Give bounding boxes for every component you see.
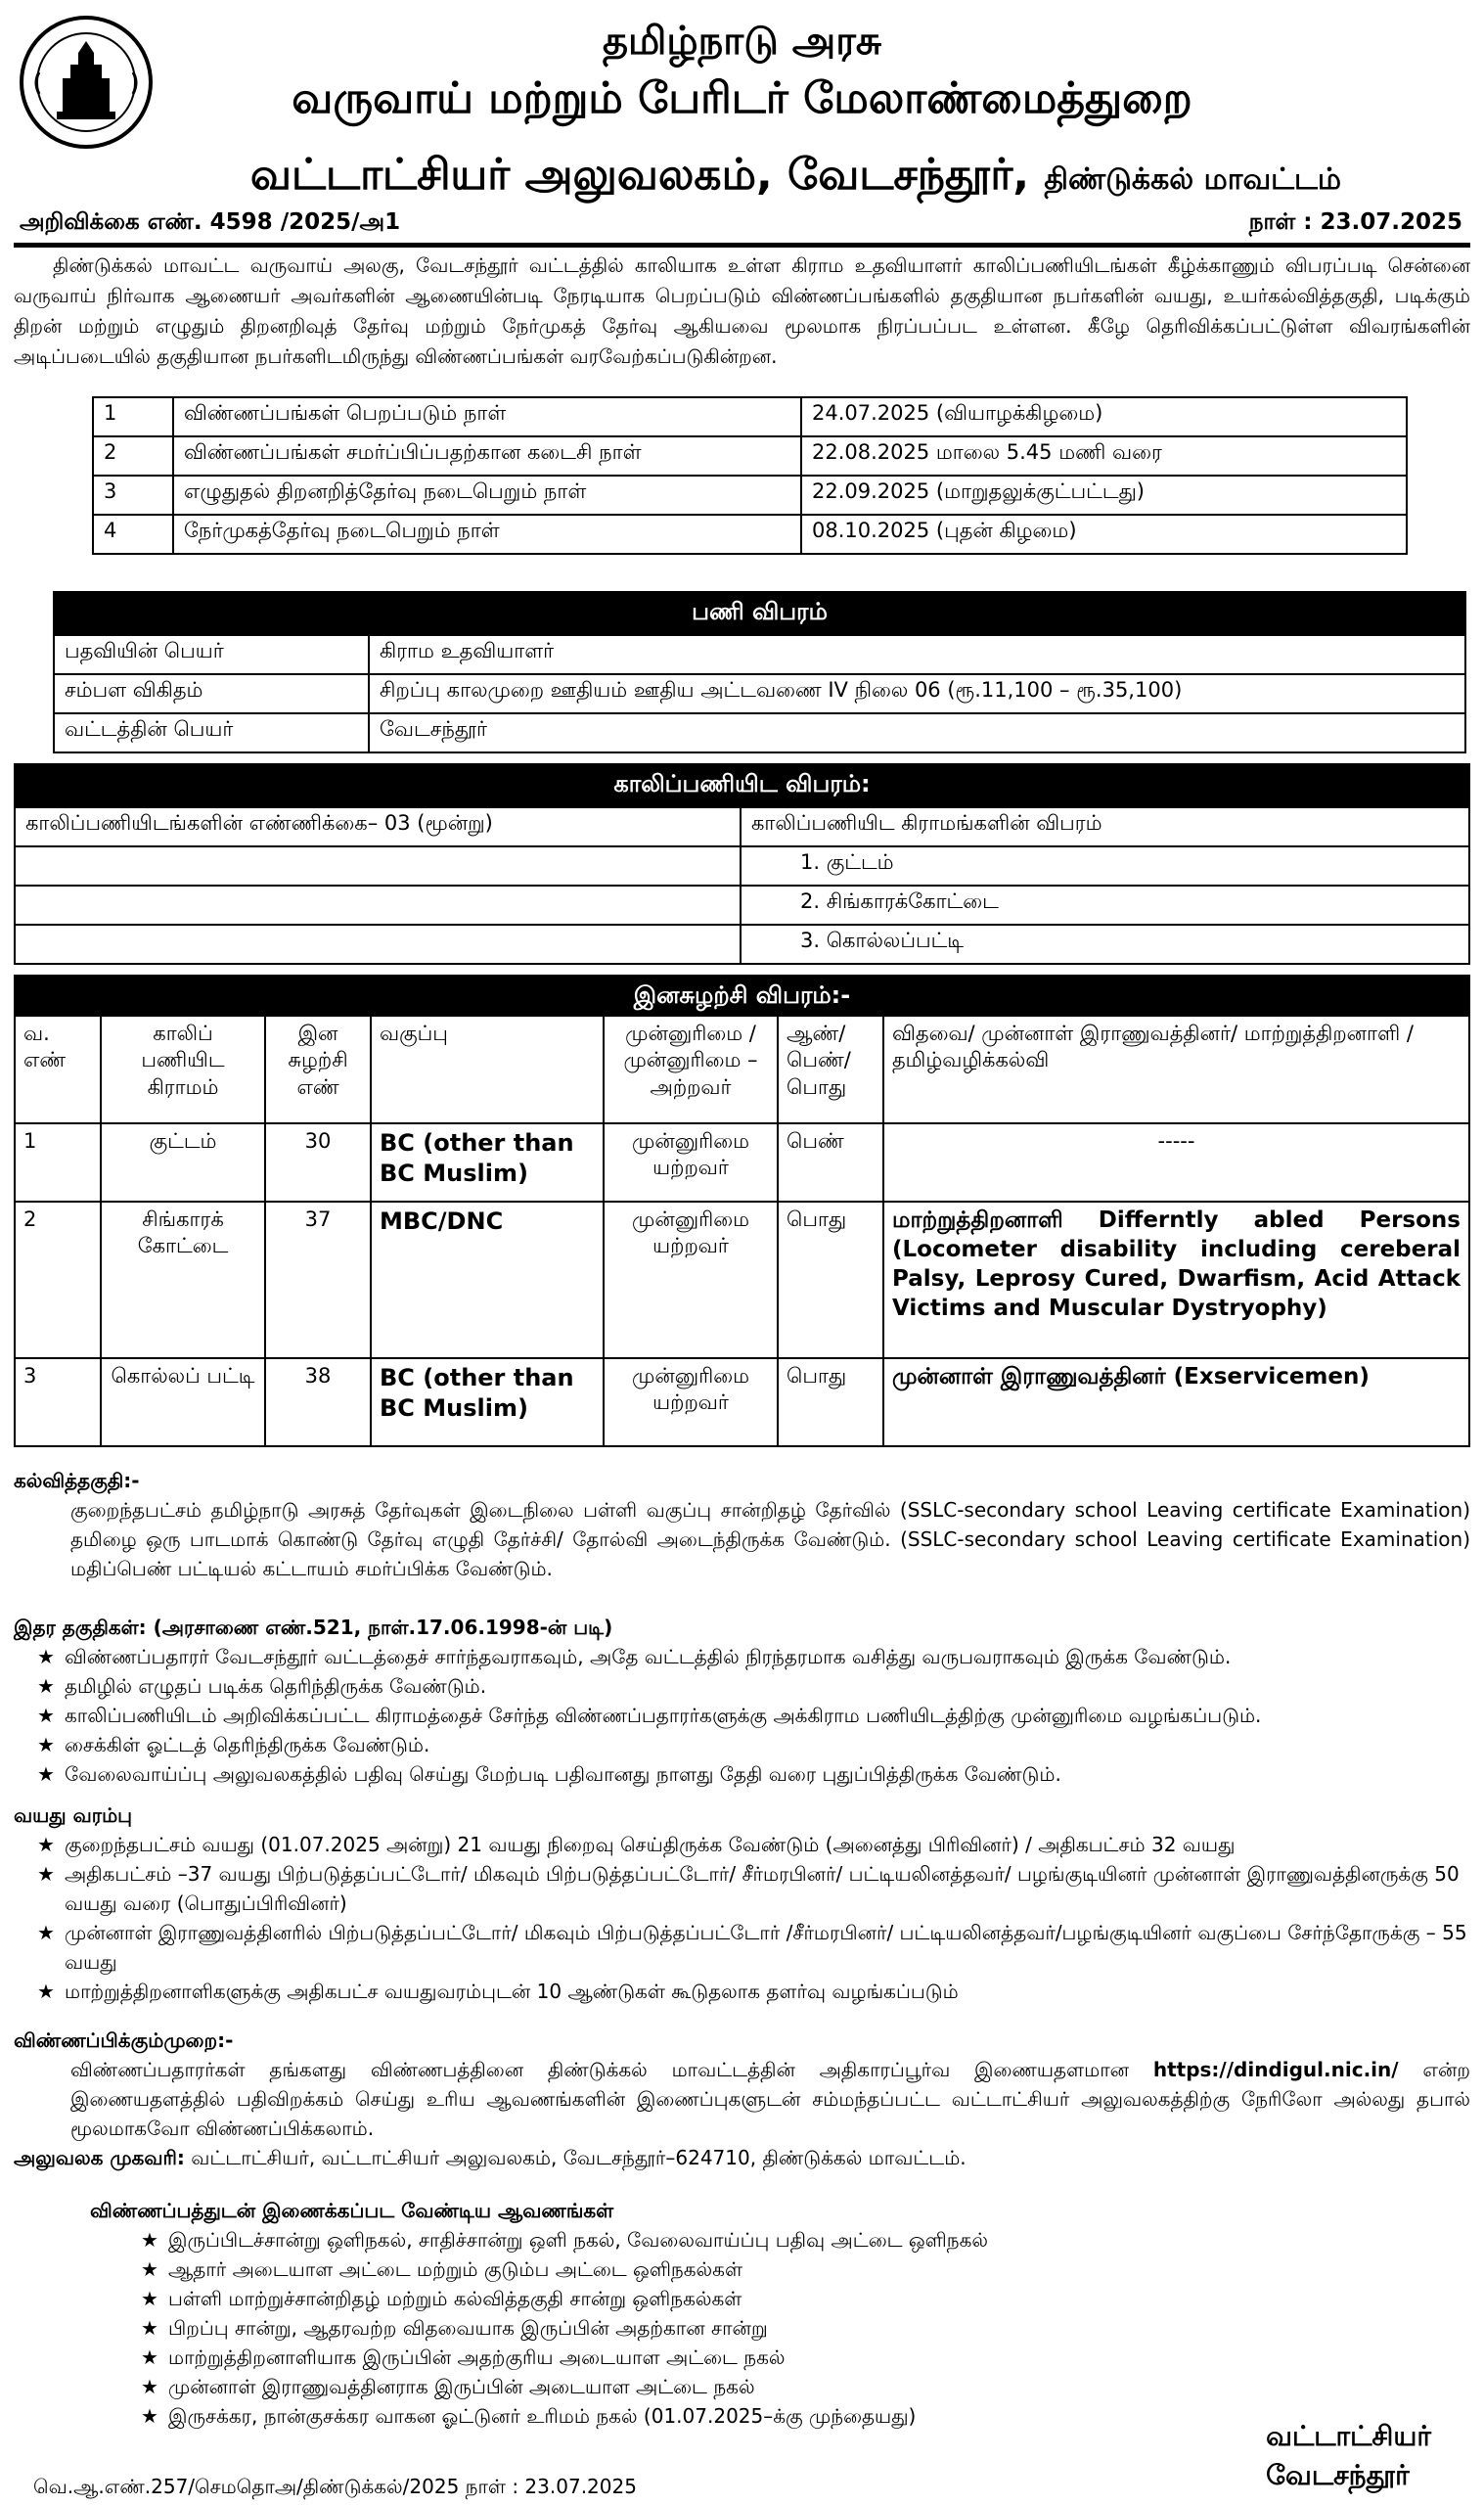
reservation-table [14, 975, 1470, 1447]
header-rule [14, 243, 1470, 248]
list-item: ★ விண்ணப்பதாரர் வேடசந்தூர் வட்டத்தைச் சார்ந்தவராகவும், அதே வட்டத்தில் நிரந்தரமாக வசித்து வருபவராகவும் இருக்க வேண்டும். [37, 1642, 1470, 1671]
special-cell: முன்னாள் இராணுவத்தினர் (Exservicemen) [883, 1358, 1469, 1446]
vacancy-count: காலிப்பணியிடங்களின் எண்ணிக்கை– 03 (மூன்று) [15, 807, 741, 846]
post-label: சம்பள விகிதம் [54, 674, 369, 713]
list-item: ★ அதிகபட்சம் –37 வயது பிற்படுத்தப்பட்டோர்/ மிகவும் பிற்படுத்தப்பட்டோர்/ சீர்மரபினர்/ பட்டியலினத்தவர்/ பழங்குடியினர் முன்னாள் இராணுவத்தினருக்கு 50 வயது வரை (பொதுப்பிரிவினர்) [37, 1859, 1470, 1918]
reservation-heading: இனசுழற்சி விபரம்:- [15, 976, 1469, 1016]
gender-cell: பெண் [778, 1123, 883, 1202]
schedule-label: நேர்முகத்தேர்வு நடைபெறும் நாள் [173, 515, 801, 554]
education-section [14, 1466, 1470, 1583]
column-header: ஆண்/ பெண்/ பொது [778, 1016, 883, 1123]
post-details-table [53, 591, 1466, 753]
district-name: திண்டுக்கல் மாவட்டம் [1044, 162, 1342, 197]
other-title: இதர தகுதிகள்: (அரசாணை எண்.521, நாள்.17.06.1998-ன் படி) [14, 1616, 613, 1639]
signature-block [1266, 2417, 1431, 2495]
vacancy-village: 3. கொல்லப்பட்டி [741, 925, 1469, 964]
post-value: கிராம உதவியாளர் [369, 635, 1465, 674]
table-row [15, 1123, 1469, 1202]
table-row [93, 397, 1407, 436]
priority-cell: முன்னுரிமை யற்றவர் [604, 1202, 778, 1358]
schedule-table [92, 396, 1408, 555]
vacancy-table [14, 763, 1470, 965]
row-number: 1 [15, 1123, 101, 1202]
column-header: இன சுழற்சி எண் [265, 1016, 371, 1123]
table-row [54, 674, 1465, 713]
post-value: சிறப்பு காலமுறை ஊதியம் ஊதிய அட்டவணை IV நிலை 06 (ரூ.11,100 – ரூ.35,100) [369, 674, 1465, 713]
documents-section [14, 2196, 1470, 2431]
list-item: ★ மாற்றுத்திறனாளியாக இருப்பின் அதற்குரிய அடையாள அட்டை நகல் [141, 2343, 1470, 2372]
schedule-value: 24.07.2025 (வியாழக்கிழமை) [801, 397, 1407, 436]
priority-cell: முன்னுரிமை யற்றவர் [604, 1358, 778, 1446]
education-text: குறைந்தபட்சம் தமிழ்நாடு அரசுத் தேர்வுகள் இடைநிலை பள்ளி வகுப்பு சான்றிதழ் தேர்வில் (SSLC-secondary school Leaving certificate Examination) தமிழை ஒரு பாடமாக் கொண்டு தேர்வு எழுதி தேர்ச்சி/ தோல்வி அடைந்திருக்க வேண்டும். (SSLC-secondary school Leaving certificate Examination) மதிப்பெண் பட்டியல் கட்டாயம் சமர்ப்பிக்க வேண்டும். [70, 1498, 1470, 1580]
priority-cell: முன்னுரிமை யற்றவர் [604, 1123, 778, 1202]
post-label: பதவியின் பெயர் [54, 635, 369, 674]
vacancy-village: 2. சிங்காரக்கோட்டை [741, 886, 1469, 925]
apply-section [14, 2026, 1470, 2172]
office-title: வட்டாட்சியர் அலுவலகம், வேடசந்தூர், திண்டுக்கல் மாவட்டம் [249, 150, 1342, 200]
list-item: ★ சைக்கிள் ஓட்டத் தெரிந்திருக்க வேண்டும். [37, 1730, 1470, 1759]
list-item: ★ குறைந்தபட்சம் வயது (01.07.2025 அன்று) 21 வயது நிறைவு செய்திருக்க வேண்டும் (அனைத்து பிரிவினர்) / அதிகபட்சம் 32 வயது [37, 1830, 1470, 1859]
list-item: ★ பிறப்பு சான்று, ஆதரவற்ற விதவையாக இருப்பின் அதற்கான சான்று [141, 2313, 1470, 2343]
column-header: வகுப்பு [371, 1016, 604, 1123]
class-cell: MBC/DNC [371, 1202, 604, 1358]
apply-title: விண்ணப்பிக்கும்முறை:- [14, 2028, 234, 2052]
list-item: ★ முன்னாள் இராணுவத்தினரில் பிற்படுத்தப்பட்டோர்/ மிகவும் பிற்படுத்தப்பட்டோர் /சீர்மரபினர்/ பட்டியலினத்தவர்/பழங்குடியினர் வகுப்பை சேர்ந்தோருக்கு – 55 வயது [37, 1918, 1470, 1977]
row-number: 1 [93, 397, 173, 436]
list-item: ★ தமிழில் எழுதப் படிக்க தெரிந்திருக்க வேண்டும். [37, 1671, 1470, 1701]
schedule-label: எழுதுதல் திறனறித்தேர்வு நடைபெறும் நாள் [173, 476, 801, 515]
column-header: முன்னுரிமை / முன்னுரிமை –அற்றவர் [604, 1016, 778, 1123]
govt-title: தமிழ்நாடு அரசு [602, 19, 882, 64]
vacancy-villages-label: காலிப்பணியிட கிராமங்களின் விபரம் [741, 807, 1469, 846]
department-title: வருவாய் மற்றும் பேரிடர் மேலாண்மைத்துறை [292, 73, 1192, 123]
table-row [15, 1202, 1469, 1358]
rotation-cell: 37 [265, 1202, 371, 1358]
village-cell: குட்டம் [101, 1123, 265, 1202]
vacancy-village: 1. குட்டம் [741, 846, 1469, 886]
list-item: ★ இருசக்கர, நான்குசக்கர வாகன ஓட்டுனர் உரிமம் நகல் (01.07.2025–க்கு முந்தையது) [141, 2401, 1470, 2431]
apply-text: விண்ணப்பதாரர்கள் தங்களது விண்ணபத்தினை திண்டுக்கல் மாவட்டத்தின் அதிகாரப்பூர்வ இணையதளமான https://dindigul.nic.in/ என்ற இணையதளத்தில் பதிவிறக்கம் செய்து உரிய ஆவணங்களின் இணைப்புகளுடன் சம்மந்தப்பட்ட வட்டாட்சியர் அலுவலகத்திற்கு நேரிலோ அல்லது தபால் மூலமாகவோ விண்ணப்பிக்கலாம். [70, 2058, 1470, 2140]
reference-row [14, 208, 1470, 242]
signatory-title: வட்டாட்சியர் [1266, 2420, 1431, 2452]
signatory-place: வேடசந்தூர் [1266, 2459, 1410, 2491]
website-link[interactable]: https://dindigul.nic.in/ [1152, 2058, 1399, 2081]
row-number: 2 [15, 1202, 101, 1358]
schedule-value: 22.09.2025 (மாறுதலுக்குட்பட்டது) [801, 476, 1407, 515]
table-row [15, 846, 1469, 886]
post-value: வேடசந்தூர் [369, 713, 1465, 752]
special-cell: ----- [883, 1123, 1469, 1202]
table-row [15, 925, 1469, 964]
table-row [15, 1358, 1469, 1446]
other-qualifications-section [14, 1613, 1470, 1789]
letterhead [14, 8, 1470, 235]
row-number: 3 [93, 476, 173, 515]
table-row [93, 515, 1407, 554]
schedule-label: விண்ணப்பங்கள் சமர்ப்பிப்பதற்கான கடைசி நாள் [173, 436, 801, 476]
row-number: 2 [93, 436, 173, 476]
vacancy-heading: காலிப்பணியிட விபரம்: [15, 764, 1469, 807]
table-row [15, 807, 1469, 846]
special-cell: மாற்றுத்திறனாளி Differntly abled Persons (Locometer disability including cereberal Palsy, Leprosy Cured, Dwarfism, Acid Attack Victims and Muscular Dystryophy) [883, 1202, 1469, 1358]
schedule-label: விண்ணப்பங்கள் பெறப்படும் நாள் [173, 397, 801, 436]
list-item: ★ இருப்பிடச்சான்று ஒளிநகல், சாதிச்சான்று ஒளி நகல், வேலைவாய்ப்பு பதிவு அட்டை ஒளிநகல் [141, 2225, 1470, 2254]
notice-number: அறிவிக்கை எண். 4598 /2025/அ1 [20, 209, 401, 235]
table-row [54, 635, 1465, 674]
notice-page [14, 8, 1470, 2498]
gender-cell: பொது [778, 1202, 883, 1358]
list-item: ★ பள்ளி மாற்றுச்சான்றிதழ் மற்றும் கல்வித்தகுதி சான்று ஒளிநகல்கள் [141, 2284, 1470, 2313]
education-title: கல்வித்தகுதி:- [14, 1469, 140, 1492]
intro-paragraph: திண்டுக்கல் மாவட்ட வருவாய் அலகு, வேடசந்தூர் வட்டத்தில் காலியாக உள்ள கிராம உதவியாளர் காலிப்பணியிடங்கள் கீழ்க்காணும் விபரப்படி சென்னை வருவாய் நிர்வாக ஆணையர் அவர்களின் ஆணையின்படி நேரடியாக பெறப்படும் விண்ணப்பங்களில் தகுதியான நபர்களின் வயது, உயர்கல்வித்தகுதி, படிக்கும் திறன் மற்றும் எழுதும் திறனறிவுத் தேர்வு மற்றும் நேர்முகத் தேர்வு ஆகியவை மூலமாக நிரப்பப்பட உள்ளன. கீழே தெரிவிக்கப்பட்டுள்ள விவரங்களின் அடிப்படையில் தகுதியான நபர்களிடமிருந்து விண்ணப்பங்கள் வரவேற்கப்படுகின்றன. [14, 253, 1470, 368]
row-number: 3 [15, 1358, 101, 1446]
column-header: வ. எண் [15, 1016, 101, 1123]
age-title: வயது வரம்பு [14, 1803, 133, 1827]
table-row [54, 713, 1465, 752]
table-header-row [15, 1016, 1469, 1123]
age-section [14, 1800, 1470, 2006]
class-cell: BC (other than BC Muslim) [371, 1358, 604, 1446]
schedule-value: 22.08.2025 மாலை 5.45 மணி வரை [801, 436, 1407, 476]
row-number: 4 [93, 515, 173, 554]
village-cell: கொல்லப் பட்டி [101, 1358, 265, 1446]
notice-date: நாள் : 23.07.2025 [1248, 209, 1462, 235]
post-heading: பணி விபரம் [54, 592, 1465, 635]
rotation-cell: 30 [265, 1123, 371, 1202]
list-item: ★ வேலைவாய்ப்பு அலுவலகத்தில் பதிவு செய்து மேற்படி பதிவானது நாளது தேதி வரை புதுப்பித்திருக்க வேண்டும். [37, 1759, 1470, 1789]
table-row [93, 436, 1407, 476]
schedule-value: 08.10.2025 (புதன் கிழமை) [801, 515, 1407, 554]
footer-reference: வெ.ஆ.எண்.257/செமதொஅ/திண்டுக்கல்/2025 நாள் : 23.07.2025 [33, 2475, 637, 2498]
list-item: ★ முன்னாள் இராணுவத்தினராக இருப்பின் அடையாள அட்டை நகல் [141, 2372, 1470, 2401]
column-header: விதவை/ முன்னாள் இராணுவத்தினர்/ மாற்றுத்திறனாளி / தமிழ்வழிக்கல்வி [883, 1016, 1469, 1123]
post-label: வட்டத்தின் பெயர் [54, 713, 369, 752]
list-item: ★ மாற்றுத்திறனாளிகளுக்கு அதிகபட்ச வயதுவரம்புடன் 10 ஆண்டுகள் கூடுதலாக தளர்வு வழங்கப்படும் [37, 1977, 1470, 2006]
table-row [93, 476, 1407, 515]
class-cell: BC (other than BC Muslim) [371, 1123, 604, 1202]
table-row [15, 886, 1469, 925]
documents-title: விண்ணப்பத்துடன் இணைக்கப்பட வேண்டிய ஆவணங்கள் [90, 2199, 614, 2222]
list-item: ★ ஆதார் அடையாள அட்டை மற்றும் குடும்ப அட்டை ஒளிநகல்கள் [141, 2254, 1470, 2284]
gender-cell: பொது [778, 1358, 883, 1446]
office-address: அலுவலக முகவரி: வட்டாட்சியர், வட்டாட்சியர் அலுவலகம், வேடசந்தூர்–624710, திண்டுக்கல் மாவட்டம். [14, 2146, 967, 2169]
rotation-cell: 38 [265, 1358, 371, 1446]
column-header: காலிப் பணியிட கிராமம் [101, 1016, 265, 1123]
village-cell: சிங்காரக் கோட்டை [101, 1202, 265, 1358]
list-item: ★ காலிப்பணியிடம் அறிவிக்கப்பட்ட கிராமத்தைச் சேர்ந்த விண்ணப்பதாரர்களுக்கு அக்கிராம பணியிடத்திற்கு முன்னுரிமை வழங்கப்படும். [37, 1701, 1470, 1730]
